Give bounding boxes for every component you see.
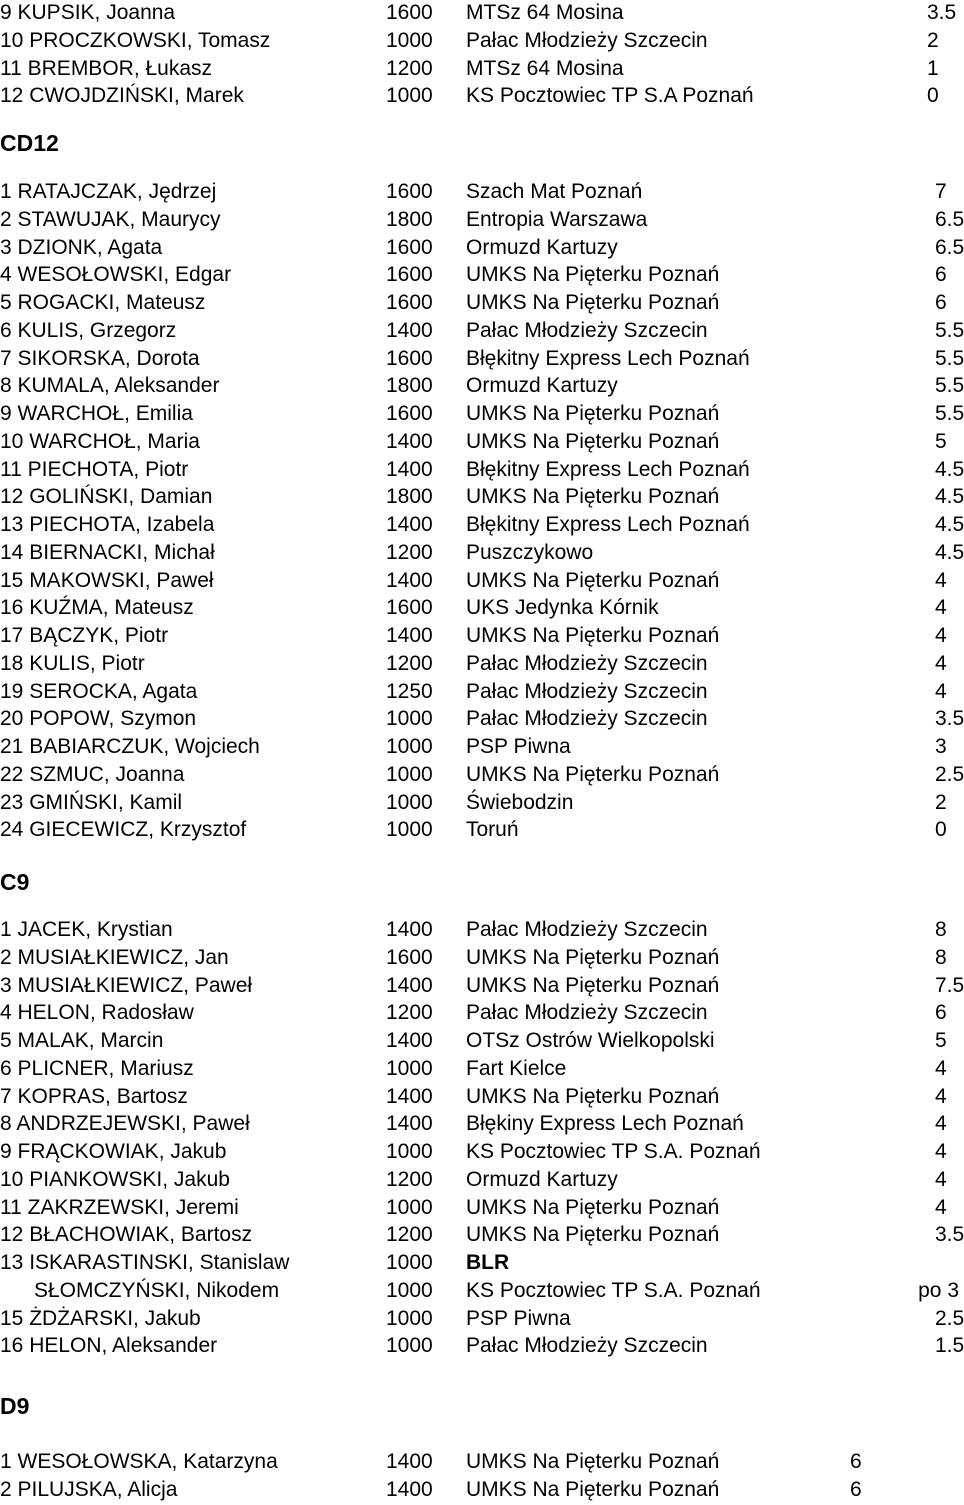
result-row bbox=[0, 539, 964, 567]
player-rating: 1000 bbox=[386, 735, 433, 758]
result-row bbox=[0, 82, 960, 110]
player-points: 5.5 bbox=[935, 346, 964, 370]
player-points: 8 bbox=[935, 945, 947, 969]
player-points: 2.5 bbox=[935, 762, 964, 786]
player-name: 11 BREMBOR, Łukasz bbox=[0, 56, 213, 80]
result-row bbox=[0, 594, 960, 622]
player-name: 8 ANDRZEJEWSKI, Paweł bbox=[0, 1112, 250, 1136]
player-points: 0 bbox=[927, 84, 939, 108]
result-row bbox=[0, 234, 964, 262]
player-points: 8 bbox=[935, 918, 947, 941]
player-name: SŁOMCZYŃSKI, Nikodem bbox=[34, 1278, 280, 1302]
player-rating: 1400 bbox=[386, 318, 433, 342]
player-name: 1 RATAJCZAK, Jędrzej bbox=[0, 180, 217, 203]
result-row bbox=[0, 944, 960, 972]
section-heading-cd12: CD12 bbox=[0, 130, 59, 156]
player-points: 4 bbox=[935, 1195, 947, 1219]
player-club: UMKS Na Pięterku Poznań bbox=[466, 762, 720, 786]
player-club: Pałac Młodzieży Szczecin bbox=[466, 651, 708, 675]
result-row bbox=[0, 1083, 960, 1111]
player-points: 7.5 bbox=[935, 973, 964, 997]
player-name: 9 WARCHOŁ, Emilia bbox=[0, 402, 193, 425]
player-rating: 1200 bbox=[386, 540, 433, 564]
player-name: 12 GOLIŃSKI, Damian bbox=[0, 485, 213, 509]
player-points: 4.5 bbox=[935, 485, 964, 509]
result-row bbox=[0, 372, 964, 400]
player-club: Ormuzd Kartuzy bbox=[466, 235, 618, 259]
player-rating: 1600 bbox=[386, 291, 433, 314]
result-row bbox=[0, 1277, 960, 1305]
player-name: 8 KUMALA, Aleksander bbox=[0, 374, 220, 398]
result-row bbox=[0, 1194, 960, 1222]
player-points: 4 bbox=[935, 1084, 947, 1108]
player-name: 5 ROGACKI, Mateusz bbox=[0, 291, 206, 314]
result-row bbox=[0, 1448, 960, 1476]
player-rating: 1000 bbox=[386, 762, 433, 786]
player-club: UMKS Na Pięterku Poznań bbox=[466, 429, 720, 453]
player-rating: 1000 bbox=[386, 818, 433, 842]
result-row bbox=[0, 483, 964, 511]
player-rating: 1400 bbox=[386, 973, 433, 997]
player-points: 5.5 bbox=[935, 402, 964, 425]
player-name: 18 KULIS, Piotr bbox=[0, 651, 145, 675]
player-rating: 1800 bbox=[386, 374, 433, 398]
player-name: 3 DZIONK, Agata bbox=[0, 235, 163, 259]
result-row bbox=[0, 1476, 960, 1504]
player-name: 5 MALAK, Marcin bbox=[0, 1029, 164, 1052]
result-row bbox=[0, 261, 960, 289]
player-club: Szach Mat Poznań bbox=[466, 180, 643, 203]
result-row bbox=[0, 1332, 964, 1360]
player-name: 11 ZAKRZEWSKI, Jeremi bbox=[0, 1195, 239, 1219]
player-points: 3.5 bbox=[935, 1223, 964, 1247]
player-points: 4 bbox=[935, 1112, 947, 1136]
result-row bbox=[0, 1138, 960, 1166]
player-club: UMKS Na Pięterku Poznań bbox=[466, 291, 720, 314]
player-points: 4 bbox=[935, 596, 947, 620]
player-points: po 3 bbox=[918, 1278, 959, 1302]
player-club: Pałac Młodzieży Szczecin bbox=[466, 707, 708, 731]
player-rating: 1400 bbox=[386, 1477, 433, 1501]
player-rating: 1400 bbox=[386, 1084, 433, 1108]
result-row bbox=[0, 1305, 964, 1333]
player-rating: 1600 bbox=[386, 235, 433, 259]
result-row bbox=[0, 650, 960, 678]
player-rating: 1250 bbox=[386, 679, 433, 703]
player-club: Pałac Młodzieży Szczecin bbox=[466, 1334, 708, 1358]
player-name: 13 PIECHOTA, Izabela bbox=[0, 513, 215, 536]
player-club: Błękitny Express Lech Poznań bbox=[466, 457, 750, 481]
player-club: Pałac Młodzieży Szczecin bbox=[466, 679, 708, 703]
player-rating: 1400 bbox=[386, 918, 433, 941]
result-row bbox=[0, 761, 964, 789]
player-rating: 1000 bbox=[386, 1334, 433, 1358]
player-club: KS Pocztowiec TP S.A Poznań bbox=[466, 84, 754, 108]
player-points: 1 bbox=[927, 56, 939, 80]
player-club: UMKS Na Pięterku Poznań bbox=[466, 1223, 720, 1247]
player-points: 6.5 bbox=[935, 207, 964, 231]
player-club: UMKS Na Pięterku Poznań bbox=[466, 1450, 720, 1473]
player-name: 24 GIECEWICZ, Krzysztof bbox=[0, 818, 247, 842]
player-club: Entropia Warszawa bbox=[466, 207, 648, 231]
player-name: 23 GMIŃSKI, Kamil bbox=[0, 790, 183, 814]
player-points: 5 bbox=[935, 429, 947, 453]
player-name: 10 PIANKOWSKI, Jakub bbox=[0, 1167, 230, 1191]
player-points: 5.5 bbox=[935, 374, 964, 398]
result-row bbox=[0, 400, 964, 428]
player-rating: 1600 bbox=[386, 180, 433, 203]
player-name: 22 SZMUC, Joanna bbox=[0, 762, 185, 786]
player-name: 3 MUSIAŁKIEWICZ, Paweł bbox=[0, 973, 253, 997]
player-club: MTSz 64 Mosina bbox=[466, 1, 624, 24]
result-row bbox=[0, 1249, 960, 1277]
player-rating: 1400 bbox=[386, 429, 433, 453]
result-row bbox=[0, 1166, 960, 1194]
player-rating: 1400 bbox=[386, 1112, 433, 1136]
player-name: 13 ISKARASTINSKI, Stanislaw bbox=[0, 1251, 290, 1274]
result-row bbox=[0, 678, 960, 706]
player-name: 14 BIERNACKI, Michał bbox=[0, 540, 215, 564]
player-rating: 1600 bbox=[386, 263, 433, 287]
result-row bbox=[0, 27, 960, 55]
player-points: 6 bbox=[935, 291, 947, 314]
player-points: 1.5 bbox=[935, 1334, 964, 1358]
player-points: 6 bbox=[935, 1001, 947, 1025]
player-club: Pałac Młodzieży Szczecin bbox=[466, 28, 708, 52]
result-row bbox=[0, 1110, 960, 1138]
player-name: 16 KUŹMA, Mateusz bbox=[0, 596, 194, 620]
player-points: 5 bbox=[935, 1029, 947, 1052]
player-name: 10 WARCHOŁ, Maria bbox=[0, 429, 200, 453]
player-club: OTSz Ostrów Wielkopolski bbox=[466, 1029, 715, 1052]
player-rating: 1400 bbox=[386, 624, 433, 647]
player-club: UMKS Na Pięterku Poznań bbox=[466, 485, 720, 509]
player-name: 21 BABIARCZUK, Wojciech bbox=[0, 735, 260, 758]
player-name: 17 BĄCZYK, Piotr bbox=[0, 624, 169, 647]
player-club: BLR bbox=[466, 1251, 510, 1274]
player-rating: 1000 bbox=[386, 1195, 433, 1219]
player-name: 19 SEROCKA, Agata bbox=[0, 679, 198, 703]
result-row bbox=[0, 456, 964, 484]
player-club: UMKS Na Pięterku Poznań bbox=[466, 1195, 720, 1219]
player-name: 12 BŁACHOWIAK, Bartosz bbox=[0, 1223, 253, 1247]
player-points: 3.5 bbox=[927, 1, 957, 24]
player-rating: 1400 bbox=[386, 1029, 433, 1052]
player-points: 3 bbox=[935, 735, 947, 758]
player-club: UMKS Na Pięterku Poznań bbox=[466, 624, 720, 647]
result-row bbox=[0, 178, 960, 206]
result-row bbox=[0, 206, 964, 234]
player-club: UMKS Na Pięterku Poznań bbox=[466, 263, 720, 287]
player-club: KS Pocztowiec TP S.A. Poznań bbox=[466, 1278, 761, 1302]
section-heading-d9: D9 bbox=[0, 1393, 30, 1419]
result-row bbox=[0, 1055, 960, 1083]
player-club: Fart Kielce bbox=[466, 1056, 567, 1080]
player-rating: 1200 bbox=[386, 56, 433, 80]
player-points: 6 bbox=[935, 263, 947, 287]
player-club: UMKS Na Pięterku Poznań bbox=[466, 1084, 720, 1108]
player-name: 10 PROCZKOWSKI, Tomasz bbox=[0, 28, 271, 52]
player-points: 2 bbox=[935, 790, 947, 814]
player-club: Świebodzin bbox=[466, 790, 574, 814]
player-club: UKS Jedynka Kórnik bbox=[466, 596, 659, 620]
player-name: 15 MAKOWSKI, Paweł bbox=[0, 568, 214, 592]
player-club: Puszczykowo bbox=[466, 540, 594, 564]
player-rating: 1200 bbox=[386, 1001, 433, 1025]
player-club: UMKS Na Pięterku Poznań bbox=[466, 973, 720, 997]
player-name: 2 STAWUJAK, Maurycy bbox=[0, 207, 221, 231]
player-name: 15 ŻDŻARSKI, Jakub bbox=[0, 1306, 201, 1330]
player-name: 6 PLICNER, Mariusz bbox=[0, 1056, 194, 1080]
player-name: 6 KULIS, Grzegorz bbox=[0, 318, 177, 342]
result-row bbox=[0, 999, 960, 1027]
player-rating: 1600 bbox=[386, 945, 433, 969]
result-row bbox=[0, 55, 960, 83]
player-rating: 1200 bbox=[386, 1167, 433, 1191]
player-points: 4.5 bbox=[935, 540, 964, 564]
player-points: 2.5 bbox=[935, 1306, 964, 1330]
player-points: 2 bbox=[927, 28, 939, 52]
player-rating: 1000 bbox=[386, 1056, 433, 1080]
player-name: 12 CWOJDZIŃSKI, Marek bbox=[0, 84, 244, 108]
player-name: 2 PILUJSKA, Alicja bbox=[0, 1477, 178, 1501]
player-points: 4 bbox=[935, 1140, 947, 1163]
player-name: 1 JACEK, Krystian bbox=[0, 918, 173, 941]
result-row bbox=[0, 428, 960, 456]
player-rating: 1800 bbox=[386, 485, 433, 509]
result-row bbox=[0, 317, 964, 345]
player-rating: 1400 bbox=[386, 457, 433, 481]
player-name: 4 HELON, Radosław bbox=[0, 1001, 194, 1025]
player-points: 3.5 bbox=[935, 707, 964, 731]
player-points: 4 bbox=[935, 651, 947, 675]
player-points: 4 bbox=[935, 624, 947, 647]
player-club: Pałac Młodzieży Szczecin bbox=[466, 918, 708, 941]
player-rating: 1200 bbox=[386, 651, 433, 675]
player-points: 4 bbox=[935, 568, 947, 592]
player-club: Błękitny Express Lech Poznań bbox=[466, 346, 750, 370]
result-row bbox=[0, 816, 960, 844]
result-row bbox=[0, 567, 960, 595]
player-club: Pałac Młodzieży Szczecin bbox=[466, 1001, 708, 1025]
player-points: 7 bbox=[935, 180, 947, 203]
player-points: 6 bbox=[850, 1477, 862, 1501]
player-club: PSP Piwna bbox=[466, 1306, 571, 1330]
player-points: 4 bbox=[935, 1056, 947, 1080]
player-rating: 1000 bbox=[386, 790, 433, 814]
player-rating: 1000 bbox=[386, 707, 433, 731]
player-club: Ormuzd Kartuzy bbox=[466, 374, 618, 398]
player-rating: 1800 bbox=[386, 207, 433, 231]
player-club: MTSz 64 Mosina bbox=[466, 56, 624, 80]
player-points: 4 bbox=[935, 679, 947, 703]
player-name: 7 KOPRAS, Bartosz bbox=[0, 1084, 188, 1108]
player-rating: 1400 bbox=[386, 1450, 433, 1473]
player-club: Toruń bbox=[466, 818, 519, 842]
player-club: Błękiny Express Lech Poznań bbox=[466, 1112, 744, 1136]
player-rating: 1600 bbox=[386, 346, 433, 370]
player-rating: 1000 bbox=[386, 1251, 433, 1274]
player-rating: 1400 bbox=[386, 568, 433, 592]
player-name: 4 WESOŁOWSKI, Edgar bbox=[0, 263, 232, 287]
player-points: 6.5 bbox=[935, 235, 964, 259]
result-row bbox=[0, 1027, 960, 1055]
player-points: 6 bbox=[850, 1450, 862, 1473]
player-name: 2 MUSIAŁKIEWICZ, Jan bbox=[0, 945, 229, 969]
player-name: 20 POPOW, Szymon bbox=[0, 707, 197, 731]
player-points: 4.5 bbox=[935, 457, 964, 481]
player-name: 1 WESOŁOWSKA, Katarzyna bbox=[0, 1450, 278, 1473]
player-rating: 1000 bbox=[386, 1140, 433, 1163]
player-points: 4 bbox=[935, 1167, 947, 1191]
player-club: UMKS Na Pięterku Poznań bbox=[466, 945, 720, 969]
player-club: UMKS Na Pięterku Poznań bbox=[466, 1477, 720, 1501]
player-points: 4.5 bbox=[935, 513, 964, 536]
player-name: 9 FRĄCKOWIAK, Jakub bbox=[0, 1140, 227, 1163]
player-name: 9 KUPSIK, Joanna bbox=[0, 1, 176, 24]
player-name: 7 SIKORSKA, Dorota bbox=[0, 346, 200, 370]
section-heading-c9: C9 bbox=[0, 869, 30, 895]
player-club: PSP Piwna bbox=[466, 735, 571, 758]
player-rating: 1200 bbox=[386, 1223, 433, 1247]
player-rating: 1000 bbox=[386, 1278, 433, 1302]
player-club: Pałac Młodzieży Szczecin bbox=[466, 318, 708, 342]
player-club: KS Pocztowiec TP S.A. Poznań bbox=[466, 1140, 761, 1163]
player-name: 11 PIECHOTA, Piotr bbox=[0, 457, 189, 481]
result-row bbox=[0, 1221, 964, 1249]
player-rating: 1600 bbox=[386, 1, 433, 24]
player-rating: 1000 bbox=[386, 1306, 433, 1330]
player-rating: 1400 bbox=[386, 513, 433, 536]
player-club: UMKS Na Pięterku Poznań bbox=[466, 568, 720, 592]
player-rating: 1600 bbox=[386, 402, 433, 425]
player-club: Ormuzd Kartuzy bbox=[466, 1167, 618, 1191]
player-points: 0 bbox=[935, 818, 947, 842]
result-row bbox=[0, 733, 960, 761]
result-row bbox=[0, 345, 964, 373]
result-row bbox=[0, 0, 960, 27]
player-rating: 1000 bbox=[386, 84, 433, 108]
result-row bbox=[0, 789, 960, 817]
player-club: UMKS Na Pięterku Poznań bbox=[466, 402, 720, 425]
result-row bbox=[0, 705, 964, 733]
player-rating: 1000 bbox=[386, 28, 433, 52]
result-row bbox=[0, 511, 964, 539]
result-row bbox=[0, 972, 964, 1000]
player-points: 5.5 bbox=[935, 318, 964, 342]
result-row bbox=[0, 289, 960, 317]
player-club: Błękitny Express Lech Poznań bbox=[466, 513, 750, 536]
result-row bbox=[0, 916, 960, 944]
result-row bbox=[0, 622, 960, 650]
player-name: 16 HELON, Aleksander bbox=[0, 1334, 218, 1358]
player-rating: 1600 bbox=[386, 596, 433, 620]
